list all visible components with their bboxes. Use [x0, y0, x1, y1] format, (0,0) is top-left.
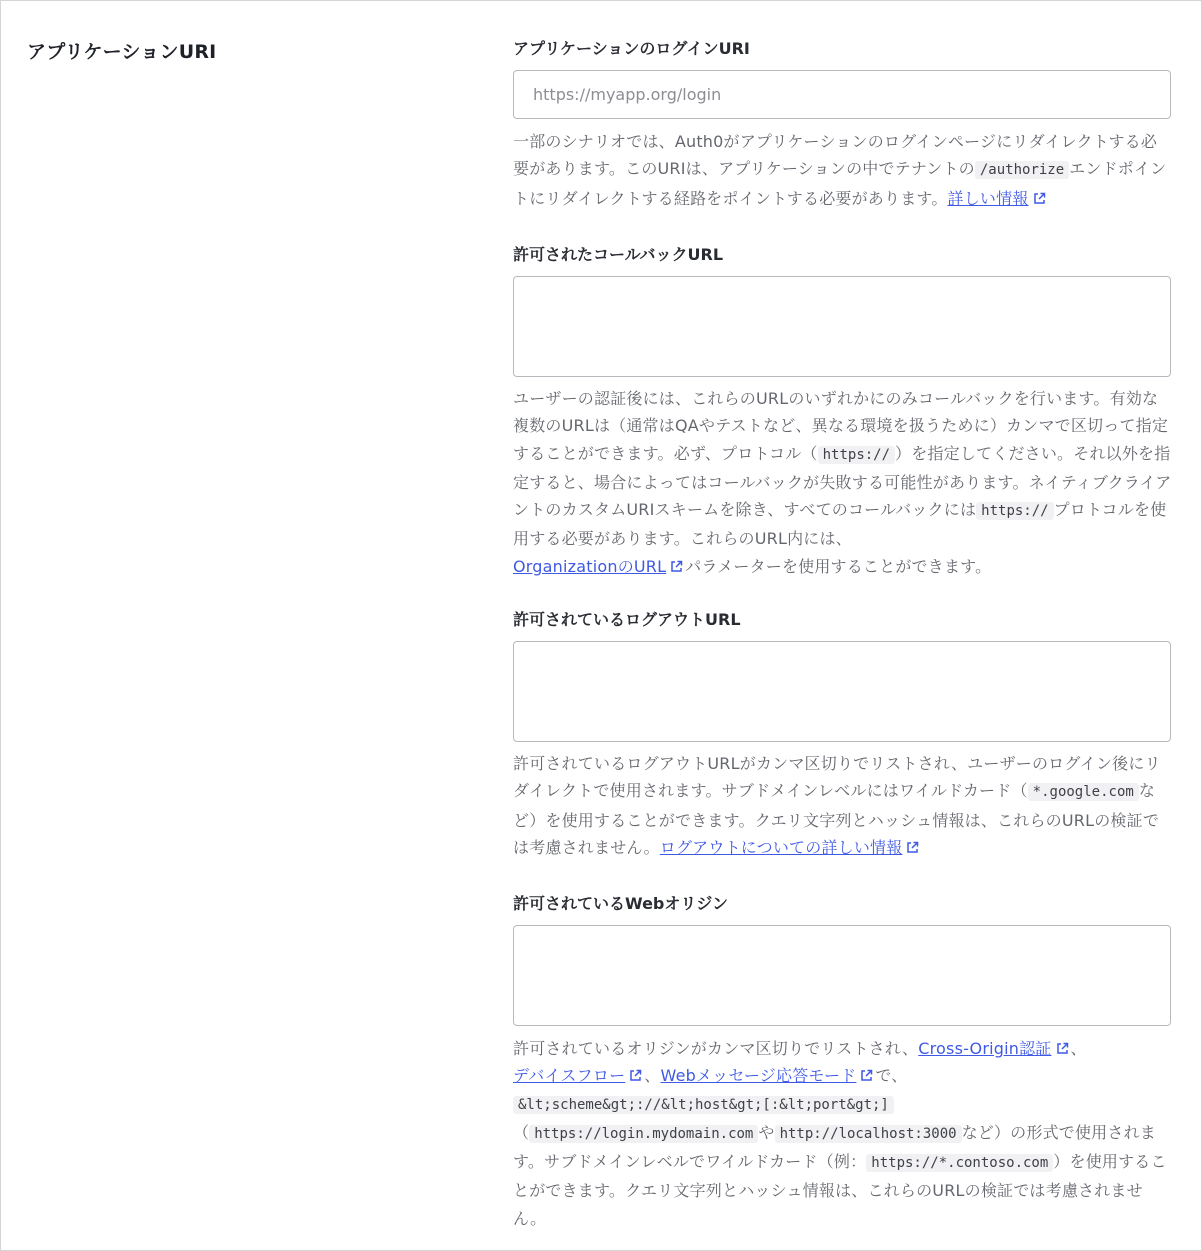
- wildcard-origin-example-code: https://*.contoso.com: [866, 1154, 1053, 1172]
- login-uri-learn-more-link[interactable]: 詳しい情報: [947, 188, 1029, 208]
- wildcard-example-code: *.google.com: [1028, 783, 1139, 801]
- external-link-icon: [860, 1069, 873, 1082]
- logout-urls-help: [513, 750, 1173, 861]
- callback-urls-label: 許可されたコールバックURL: [513, 245, 724, 264]
- callback-urls-textarea[interactable]: [513, 276, 1171, 377]
- logout-urls-textarea[interactable]: [513, 641, 1171, 742]
- web-origins-help-text: 、: [1070, 1039, 1087, 1058]
- web-message-response-mode-link[interactable]: Webメッセージ応答モード: [660, 1066, 857, 1086]
- origin-example-code: http://localhost:3000: [775, 1125, 962, 1143]
- origin-format-code: &lt;scheme&gt;://&lt;host&gt;[:&lt;port&gt;]: [513, 1096, 894, 1114]
- web-origins-help-text: で、: [875, 1066, 908, 1086]
- callback-help-text: プロトコルを使用する必要があります。これらのURL内には、: [513, 500, 1167, 549]
- https-protocol-code: https://: [976, 502, 1053, 520]
- web-origins-help-text: など）の形式で使用されます。サブドメインレベルでワイルドカード（例：: [513, 1122, 1156, 1172]
- logout-help-text: 許可されているログアウトURLがカンマ区切りでリストされ、ユーザーのログイン後にリダイレクトで使用されます。サブドメインレベルにはワイルドカード（: [513, 754, 1161, 801]
- external-link-icon: [1056, 1042, 1069, 1055]
- web-origins-label: 許可されているWebオリジン: [513, 894, 728, 913]
- login-uri-help-text: 一部のシナリオでは、Auth0がアプリケーションのログインページにリダイレクトする必要があります。このURIは、アプリケーションの中でテナントの: [513, 132, 1158, 179]
- logout-urls-label: 許可されているログアウトURL: [513, 610, 741, 629]
- callback-urls-help: [513, 385, 1173, 580]
- external-link-icon: [670, 560, 683, 573]
- section-title: アプリケーションURI: [27, 41, 217, 63]
- external-link-icon: [629, 1069, 642, 1082]
- https-protocol-code: https://: [818, 446, 895, 464]
- web-origins-help-text: （: [513, 1122, 530, 1142]
- web-origins-help-text: や: [758, 1122, 775, 1142]
- web-origins-help-text: 、: [644, 1066, 661, 1086]
- external-link-icon: [906, 841, 919, 854]
- callback-help-text: パラメーターを使用することができます。: [685, 556, 992, 576]
- web-origins-help-text: ）を使用することができます。クエリ文字列とハッシュ情報は、これらのURLの検証では考慮されません。: [513, 1152, 1167, 1228]
- callback-help-text: ）を指定してください。それ以外を指定すると、場合によってはコールバックが失敗する可能性があります。ネイティブクライアントのカスタムURIスキームを除き、すべてのコールバックには: [513, 443, 1172, 520]
- web-origins-textarea[interactable]: [513, 925, 1171, 1026]
- logout-help-text: など）を使用することができます。クエリ文字列とハッシュ情報は、これらのURLの検証では考慮されません。: [513, 781, 1160, 857]
- organization-url-link[interactable]: OrganizationのURL: [513, 556, 667, 576]
- login-uri-help-text: エンドポイントにリダイレクトする経路をポイントする必要があります。: [513, 159, 1167, 208]
- logout-learn-more-link[interactable]: ログアウトについての詳しい情報: [659, 837, 903, 857]
- external-link-icon: [1033, 192, 1046, 205]
- cross-origin-auth-link[interactable]: Cross-Origin認証: [918, 1039, 1052, 1058]
- callback-help-text: ユーザーの認証後には、これらのURLのいずれかにのみコールバックを行います。有効な複数のURLは（通常はQAやテストなど、異なる環境を扱うために）カンマで区切って指定することができます。必ず、プロトコル（: [513, 389, 1169, 463]
- web-origins-help-text: 許可されているオリジンがカンマ区切りでリストされ、: [513, 1039, 919, 1058]
- authorize-endpoint-code: /authorize: [975, 161, 1069, 179]
- origin-example-code: https://login.mydomain.com: [529, 1125, 758, 1143]
- login-uri-label: アプリケーションのログインURI: [513, 39, 750, 58]
- web-origins-help: [513, 1035, 1173, 1232]
- device-flow-link[interactable]: デバイスフロー: [513, 1066, 626, 1086]
- login-uri-help: [513, 128, 1173, 212]
- login-uri-input[interactable]: [513, 70, 1171, 119]
